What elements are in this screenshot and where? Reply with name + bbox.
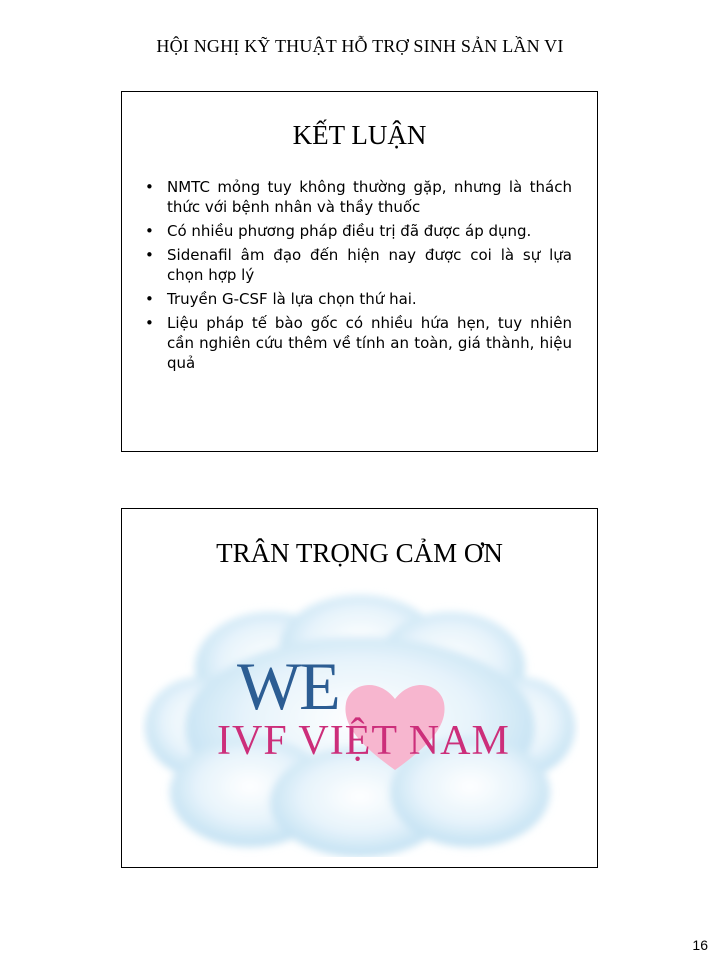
slide-title-conclusion: KẾT LUẬN — [292, 120, 427, 150]
bullet-dot-icon: • — [145, 178, 154, 196]
bullet-text: NMTC mỏng tuy không thường gặp, nhưng là thách thức với bệnh nhân và thầy thuốc — [167, 178, 572, 216]
conclusion-bullet-list — [142, 177, 572, 377]
bullet-item — [142, 177, 572, 217]
document-header: HỘI NGHỊ KỸ THUẬT HỖ TRỢ SINH SẢN LẦN VI — [156, 36, 564, 56]
bullet-text: Truyền G-CSF là lựa chọn thứ hai. — [167, 290, 417, 308]
bullet-text: Sidenafil âm đạo đến hiện nay được coi là sự lựa chọn hợp lý — [167, 246, 572, 284]
page-number: 16 — [692, 937, 708, 953]
bullet-item — [142, 245, 572, 285]
slide-title-thank-you: TRÂN TRỌNG CẢM ƠN — [216, 538, 503, 568]
bullet-dot-icon: • — [145, 314, 154, 332]
bullet-text: Liệu pháp tế bào gốc có nhiều hứa hẹn, tuy nhiên cần nghiên cứu thêm về tính an toàn, giá thành, hiệu quả — [167, 314, 572, 372]
slide-conclusion — [121, 91, 598, 452]
bullet-dot-icon: • — [145, 290, 154, 308]
bullet-dot-icon: • — [145, 222, 154, 240]
slide-thank-you — [121, 508, 598, 868]
bullet-item — [142, 313, 572, 373]
bullet-item — [142, 221, 572, 241]
bullet-item — [142, 289, 572, 309]
bullet-dot-icon: • — [145, 246, 154, 264]
logo-ivf-vietnam-text: IVF VIỆT NAM — [217, 718, 510, 764]
bullet-text: Có nhiều phương pháp điều trị đã được áp dụng. — [167, 222, 532, 240]
logo-we-text: WE — [237, 648, 339, 724]
